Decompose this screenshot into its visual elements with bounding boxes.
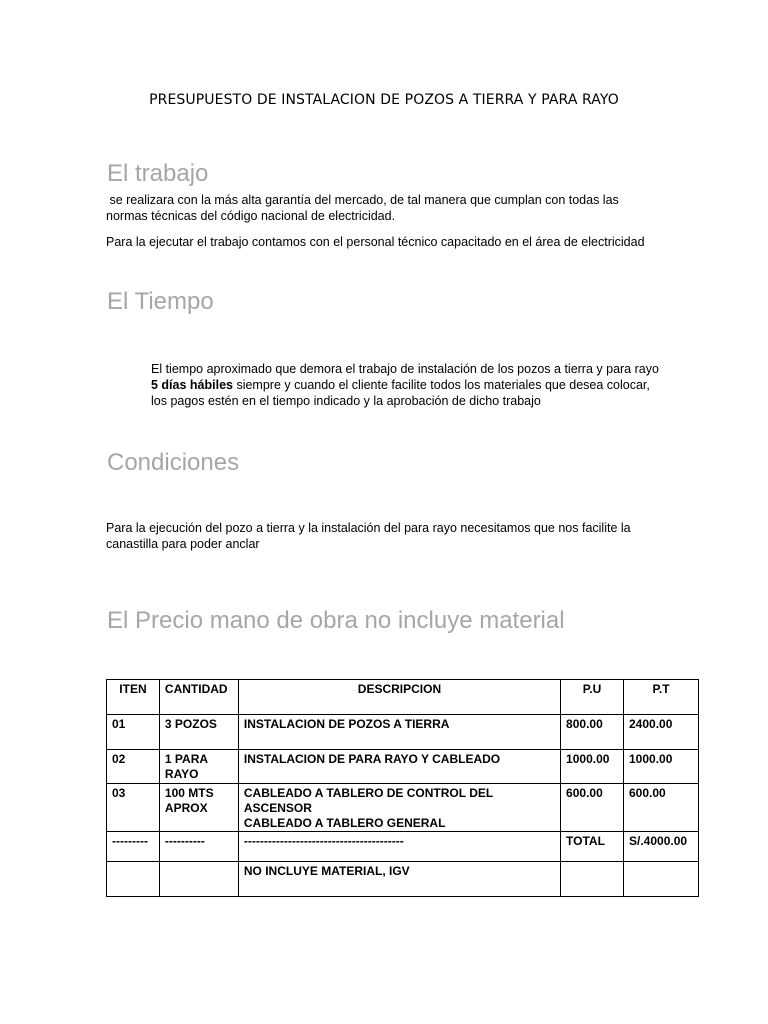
- cell-empty: [107, 862, 160, 897]
- cell-iten: 02: [107, 750, 160, 784]
- table-row: [107, 784, 699, 832]
- condiciones-paragraph: [106, 520, 726, 552]
- cell-total-value: S/.4000.00: [624, 832, 699, 862]
- header-pt: P.T: [624, 680, 699, 715]
- tiempo-line-2: [151, 377, 731, 393]
- cell-descripcion-line-1: CABLEADO A TABLERO DE CONTROL DEL ASCENSOR: [243, 786, 493, 815]
- cell-dashes-cantidad: ----------: [159, 832, 238, 862]
- cell-pu: 800.00: [561, 715, 624, 750]
- trabajo-paragraph-1: [106, 192, 706, 224]
- header-cantidad: CANTIDAD: [159, 680, 238, 715]
- cell-empty: [561, 862, 624, 897]
- tiempo-line-1: El tiempo aproximado que demora el trabajo de instalación de los pozos a tierra y para rayo: [151, 362, 659, 376]
- cell-note: NO INCLUYE MATERIAL, IGV: [238, 862, 560, 897]
- cell-descripcion: INSTALACION DE POZOS A TIERRA: [238, 715, 560, 750]
- cell-pt: 600.00: [624, 784, 699, 832]
- cell-empty: [624, 862, 699, 897]
- table-row: [107, 715, 699, 750]
- condiciones-line-2: canastilla para poder anclar: [106, 537, 260, 551]
- heading-el-tiempo: El Tiempo: [107, 288, 214, 315]
- cell-cantidad: 3 POZOS: [159, 715, 238, 750]
- condiciones-line-1: Para la ejecución del pozo a tierra y la instalación del para rayo necesitamos que nos facilite la: [106, 521, 631, 535]
- cell-cantidad: 1 PARA RAYO: [159, 750, 238, 784]
- cell-dashes-iten: ---------: [107, 832, 160, 862]
- tiempo-line-3: los pagos estén en el tiempo indicado y la aprobación de dicho trabajo: [151, 394, 541, 408]
- cell-pu: 600.00: [561, 784, 624, 832]
- header-iten: ITEN: [107, 680, 160, 715]
- table-header-row: [107, 680, 699, 715]
- cell-descripcion: [238, 784, 560, 832]
- tiempo-paragraph: [151, 361, 731, 409]
- cell-pu: 1000.00: [561, 750, 624, 784]
- cell-iten: 03: [107, 784, 160, 832]
- document-title: PRESUPUESTO DE INSTALACION DE POZOS A TIERRA Y PARA RAYO: [149, 92, 619, 108]
- cell-iten: 01: [107, 715, 160, 750]
- heading-el-trabajo: El trabajo: [107, 160, 209, 187]
- trabajo-paragraph-2: Para la ejecutar el trabajo contamos con el personal técnico capacitado en el área de electricidad: [106, 235, 645, 249]
- table-row: [107, 750, 699, 784]
- tiempo-line-2-rest: siempre y cuando el cliente facilite todos los materiales que desea colocar,: [232, 378, 650, 392]
- heading-el-precio: El Precio mano de obra no incluye material: [107, 607, 565, 634]
- heading-condiciones: Condiciones: [107, 449, 240, 476]
- cell-descripcion: INSTALACION DE PARA RAYO Y CABLEADO: [238, 750, 560, 784]
- tiempo-days-bold: 5 días hábiles: [151, 378, 233, 392]
- cell-descripcion-line-2: CABLEADO A TABLERO GENERAL: [243, 816, 446, 830]
- cell-pt: 1000.00: [624, 750, 699, 784]
- cell-cantidad: 100 MTS APROX: [159, 784, 238, 832]
- budget-table: [106, 679, 699, 897]
- cell-dashes-descripcion: ----------------------------------------: [238, 832, 560, 862]
- table-note-row: [107, 862, 699, 897]
- cell-pt: 2400.00: [624, 715, 699, 750]
- table-total-row: [107, 832, 699, 862]
- header-descripcion: DESCRIPCION: [238, 680, 560, 715]
- header-pu: P.U: [561, 680, 624, 715]
- trabajo-line-1: se realizara con la más alta garantía del mercado, de tal manera que cumplan con todas las: [106, 193, 619, 207]
- cell-empty: [159, 862, 238, 897]
- cell-total-label: TOTAL: [561, 832, 624, 862]
- trabajo-line-2: normas técnicas del código nacional de electricidad.: [106, 209, 396, 223]
